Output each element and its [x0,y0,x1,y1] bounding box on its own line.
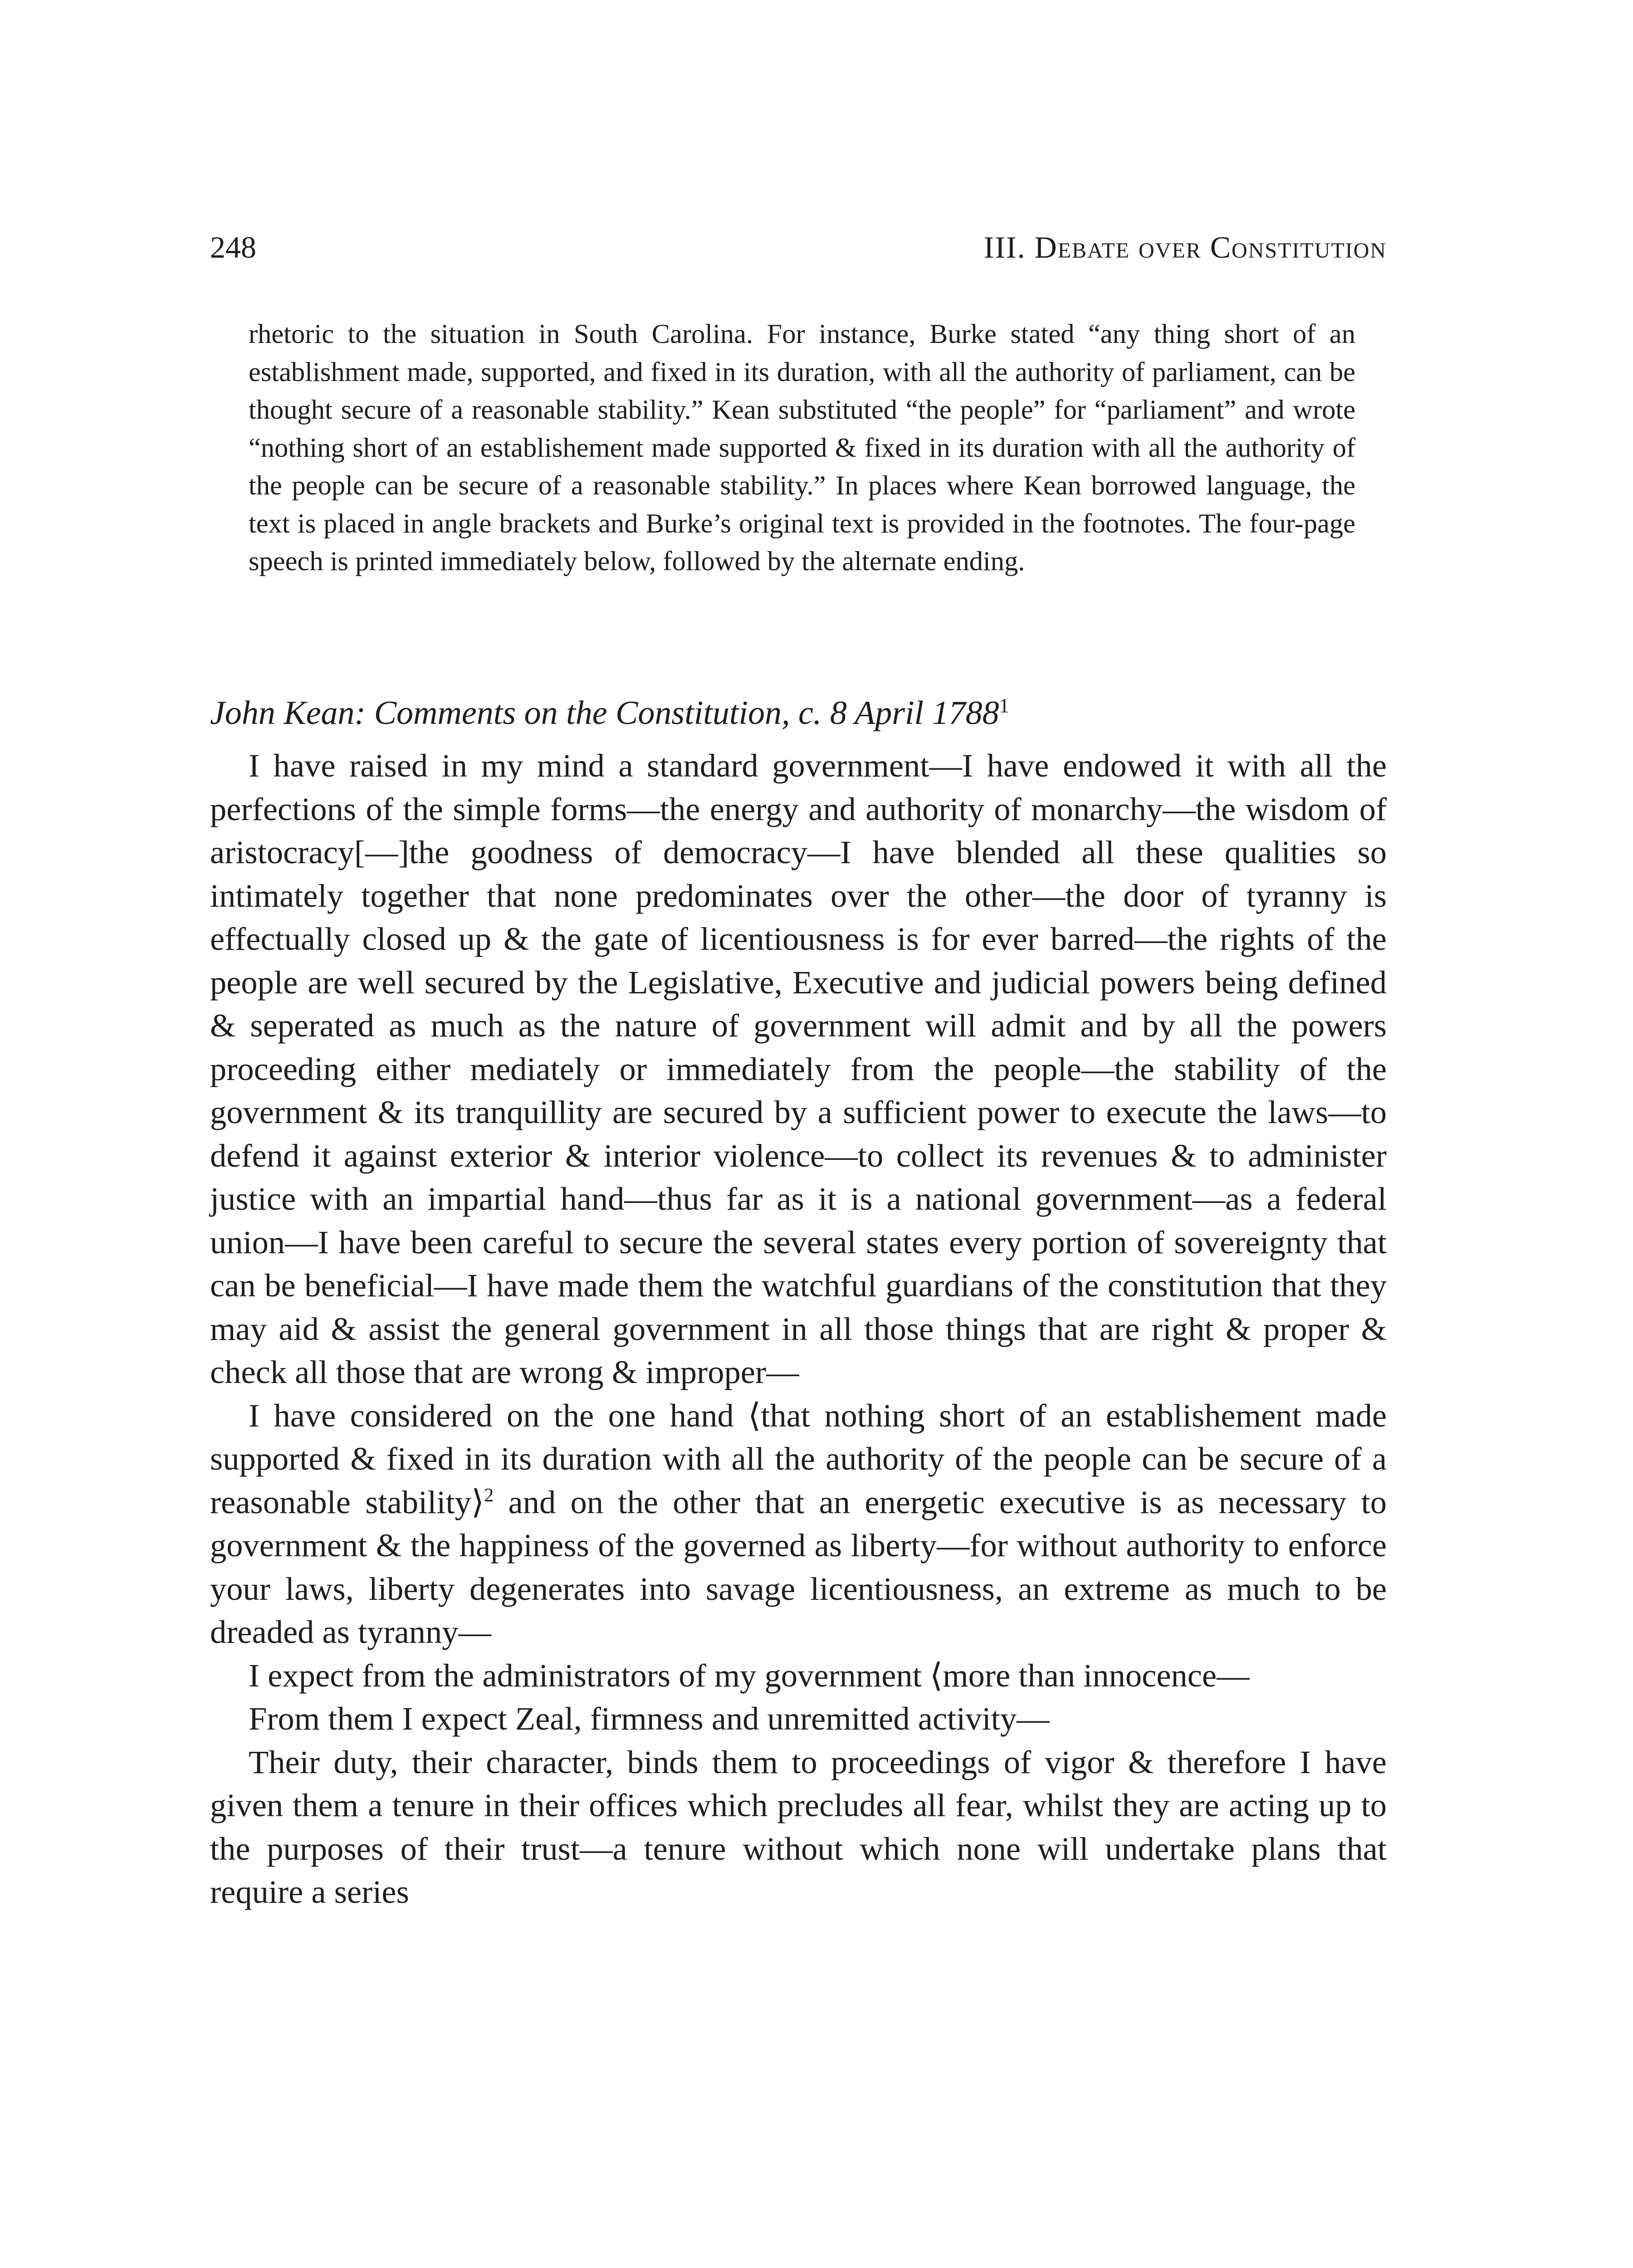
chapter-title: III. Debate over Constitution [983,230,1387,264]
body-paragraph: From them I expect Zeal, firmness and unremitted activity— [249,1700,1050,1737]
document-title [210,689,1387,737]
body-paragraph [210,1394,1387,1654]
body-paragraph: I have raised in my mind a standard government—I have endowed it with all the perfections of the simple forms—the energy and authority of monarchy—the wisdom of aristocracy[—]the goodness of democracy—I have blended all these qualities so intimately together that none predominates over the other—the door of tyranny is effectually closed up & the gate of licentiousness is for ever barred—the rights of the people are well secured by the Legislative, Executive and judicial powers being defined & seperated as much as the nature of government will admit and by all the powers proceeding either mediately or immediately from the people—the stability of the government & its tranquillity are secured by a sufficient power to execute the laws—to defend it against exterior & interior violence—to collect its revenues & to administer justice with an impartial hand—thus far as it is a national government—as a federal union—I have been careful to secure the several states every portion of sovereignty that can be beneficial—I have made them the watchful guardians of the constitution that they may aid & assist the general government in all those things that are right & proper & check all those that are wrong & improper— [210,747,1387,1390]
page-number: 248 [210,230,256,264]
body-paragraph: Their duty, their character, binds them to proceedings of vigor & therefore I have given them a tenure in their offices which precludes all fear, whilst they are acting up to the purposes of their trust—a tenure without which none will undertake plans that require a series [210,1743,1387,1910]
editorial-introduction [249,315,1355,581]
paragraph-text: I have considered on the one hand ⟨that nothing short of an establishement made supported & fixed in its duration with all the authority of the people can be secure of a reasonable stability⟩ [210,1397,1387,1520]
footnote-reference: 2 [484,1485,494,1506]
footnote-reference: 1 [999,694,1009,717]
document-body [210,744,1387,1914]
running-head [210,222,1387,272]
body-paragraph: I expect from the administrators of my government ⟨more than innocence— [249,1657,1250,1694]
document-title-text: John Kean: Comments on the Constitution, c. 8 April 1788 [210,694,999,732]
paragraph-text: and on the other that an energetic executive is as necessary to government & the happiness of the governed as liberty—for without authority to enforce your laws, liberty degenerates into savage licentiousness, an extreme as much to be dreaded as tyranny— [210,1483,1387,1650]
intro-paragraph: rhetoric to the situation in South Carolina. For instance, Burke stated “any thing short of an establishment made, supported, and fixed in its duration, with all the authority of parliament, can be thought secure of a reasonable stability.” Kean substituted “the people” for “parliament” and wrote “nothing short of an establishement made supported & fixed in its duration with all the authority of the people can be secure of a reasonable stability.” In places where Kean borrowed language, the text is placed in angle brackets and Burke’s original text is provided in the footnotes. The four-page speech is printed immediately below, followed by the alternate ending. [249,319,1355,577]
